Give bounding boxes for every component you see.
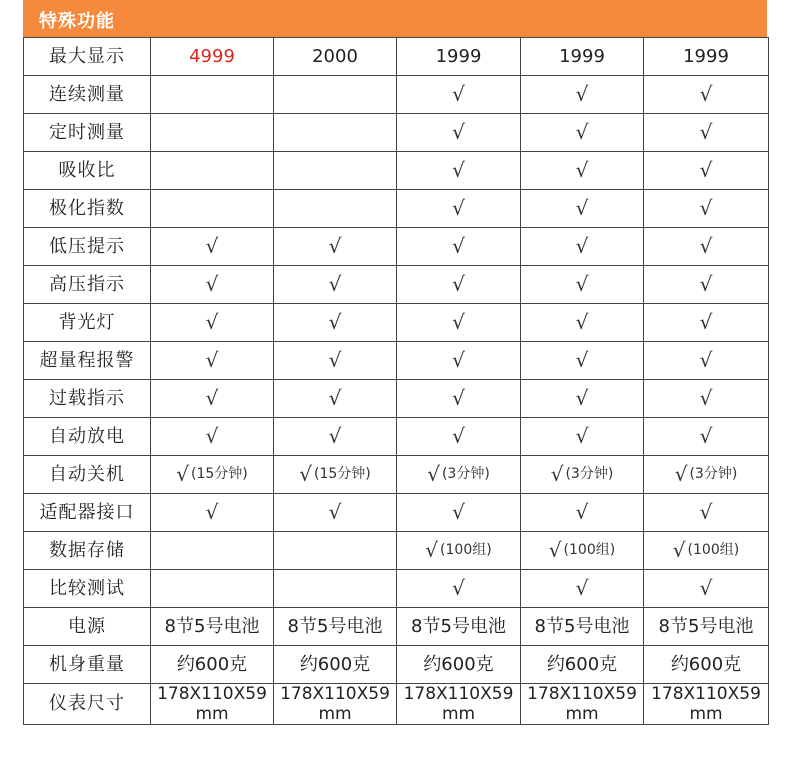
row-label: 适配器接口: [24, 494, 151, 532]
cell-value: 2000: [312, 45, 358, 67]
check-mark-icon: √: [328, 347, 342, 372]
table-cell: [521, 494, 644, 532]
check-mark-icon: √: [205, 271, 219, 296]
cell-note: (100组): [440, 541, 492, 558]
check-mark-icon: √: [452, 119, 465, 144]
row-label: 仪表尺寸: [24, 684, 151, 725]
cell-note: (3分钟): [441, 465, 490, 482]
table-cell: [397, 608, 521, 646]
check-mark-icon: √: [699, 385, 713, 410]
cell-value: 约600克: [176, 653, 248, 675]
table-cell: [521, 608, 644, 646]
table-cell: [644, 38, 769, 76]
table-cell: [151, 342, 274, 380]
table-cell: [397, 456, 521, 494]
check-mark-icon: √: [575, 575, 589, 600]
table-cell: [397, 494, 521, 532]
table-cell: [151, 38, 274, 76]
table-row: [24, 114, 769, 152]
table-cell: [644, 152, 769, 190]
table-cell: [644, 418, 769, 456]
table-cell: [521, 418, 644, 456]
check-mark-icon: √: [205, 423, 219, 448]
cell-value: 1999: [559, 45, 605, 67]
table-cell: [151, 418, 274, 456]
table-cell: [397, 190, 521, 228]
table-cell: [397, 114, 521, 152]
check-mark-icon: √: [427, 461, 440, 486]
cell-value: 4999: [189, 45, 235, 67]
row-label: 超量程报警: [24, 342, 151, 380]
cell-note: (100组): [687, 541, 740, 558]
table-cell: [521, 342, 644, 380]
table-cell: [644, 494, 769, 532]
row-label: 最大显示: [24, 38, 151, 76]
table-cell: [521, 570, 644, 608]
table-row: [24, 608, 769, 646]
check-mark-icon: √: [328, 271, 342, 296]
table-row: [24, 684, 769, 725]
cell-value: 8节5号电池: [164, 615, 260, 637]
table-cell: [274, 684, 397, 725]
check-mark-icon: √: [452, 309, 465, 334]
cell-value: 约600克: [546, 653, 618, 675]
check-mark-icon: √: [575, 271, 589, 296]
check-mark-icon: √: [674, 461, 688, 486]
table-cell: [644, 304, 769, 342]
table-cell: [274, 494, 397, 532]
table-cell: [274, 608, 397, 646]
check-mark-icon: √: [575, 81, 589, 106]
table-row: [24, 456, 769, 494]
check-mark-icon: √: [699, 81, 713, 106]
cell-value: 178X110X59 mm: [527, 684, 637, 724]
table-cell: [521, 646, 644, 684]
check-mark-icon: √: [548, 537, 562, 562]
check-mark-icon: √: [176, 461, 189, 486]
table-cell: [521, 266, 644, 304]
check-mark-icon: √: [699, 309, 713, 334]
check-mark-icon: √: [205, 499, 219, 524]
check-mark-icon: √: [699, 347, 713, 372]
table-cell: [397, 418, 521, 456]
cell-value: 178X110X59 mm: [651, 684, 761, 724]
check-mark-icon: √: [205, 309, 219, 334]
table-row: [24, 418, 769, 456]
section-title: 特殊功能: [39, 11, 115, 32]
cell-value: 约600克: [670, 653, 742, 675]
table-cell: [151, 190, 274, 228]
table-row: [24, 570, 769, 608]
table-row: [24, 152, 769, 190]
table-cell: [397, 76, 521, 114]
table-cell: [644, 342, 769, 380]
table-cell: [644, 228, 769, 266]
cell-value: 178X110X59 mm: [157, 684, 267, 724]
cell-note: (15分钟): [191, 465, 248, 482]
row-label: 吸收比: [24, 152, 151, 190]
table-cell: [521, 456, 644, 494]
table-cell: [644, 190, 769, 228]
table-cell: [274, 646, 397, 684]
table-cell: [644, 532, 769, 570]
table-row: [24, 494, 769, 532]
table-row: [24, 304, 769, 342]
cell-value: 8节5号电池: [658, 615, 754, 637]
table-row: [24, 228, 769, 266]
table-cell: [274, 266, 397, 304]
table-cell: [274, 152, 397, 190]
row-label: 电源: [24, 608, 151, 646]
table-row: [24, 190, 769, 228]
check-mark-icon: √: [699, 119, 713, 144]
row-label: 高压指示: [24, 266, 151, 304]
check-mark-icon: √: [425, 537, 439, 562]
table-row: [24, 532, 769, 570]
table-row: [24, 380, 769, 418]
table-cell: [521, 228, 644, 266]
check-mark-icon: √: [452, 423, 465, 448]
table-cell: [151, 114, 274, 152]
check-mark-icon: √: [452, 347, 465, 372]
table-cell: [521, 76, 644, 114]
cell-value: 178X110X59 mm: [403, 684, 514, 724]
table-cell: [274, 190, 397, 228]
check-mark-icon: √: [328, 385, 342, 410]
cell-note: (100组): [563, 541, 616, 558]
table-cell: [151, 380, 274, 418]
table-row: [24, 646, 769, 684]
table-cell: [151, 304, 274, 342]
section-header: [23, 0, 767, 37]
cell-value: 1999: [683, 45, 729, 67]
table-cell: [274, 380, 397, 418]
row-label: 背光灯: [24, 304, 151, 342]
table-cell: [644, 570, 769, 608]
table-cell: [274, 76, 397, 114]
table-cell: [644, 608, 769, 646]
check-mark-icon: √: [699, 499, 713, 524]
check-mark-icon: √: [575, 119, 589, 144]
table-cell: [644, 76, 769, 114]
check-mark-icon: √: [328, 309, 342, 334]
row-label: 定时测量: [24, 114, 151, 152]
row-label: 自动放电: [24, 418, 151, 456]
table-cell: [151, 608, 274, 646]
cell-value: 约600克: [423, 653, 494, 675]
check-mark-icon: √: [699, 575, 713, 600]
cell-value: 178X110X59 mm: [280, 684, 390, 724]
table-cell: [397, 684, 521, 725]
table-cell: [274, 418, 397, 456]
check-mark-icon: √: [452, 195, 465, 220]
table-cell: [151, 152, 274, 190]
check-mark-icon: √: [205, 347, 219, 372]
table-cell: [397, 304, 521, 342]
check-mark-icon: √: [452, 157, 465, 182]
check-mark-icon: √: [699, 423, 713, 448]
row-label: 过载指示: [24, 380, 151, 418]
check-mark-icon: √: [452, 499, 465, 524]
check-mark-icon: √: [205, 233, 219, 258]
table-cell: [397, 570, 521, 608]
row-label: 比较测试: [24, 570, 151, 608]
table-cell: [151, 76, 274, 114]
check-mark-icon: √: [328, 423, 342, 448]
table-cell: [151, 456, 274, 494]
cell-value: 约600克: [299, 653, 371, 675]
check-mark-icon: √: [452, 81, 465, 106]
check-mark-icon: √: [699, 233, 713, 258]
row-label: 机身重量: [24, 646, 151, 684]
check-mark-icon: √: [575, 157, 589, 182]
table-cell: [151, 684, 274, 725]
table-cell: [274, 38, 397, 76]
table-cell: [274, 342, 397, 380]
table-cell: [151, 266, 274, 304]
check-mark-icon: √: [575, 233, 589, 258]
table-cell: [274, 304, 397, 342]
check-mark-icon: √: [328, 233, 342, 258]
check-mark-icon: √: [205, 385, 219, 410]
table-cell: [397, 228, 521, 266]
table-cell: [521, 152, 644, 190]
row-label: 低压提示: [24, 228, 151, 266]
table-cell: [521, 190, 644, 228]
check-mark-icon: √: [452, 385, 465, 410]
cell-value: 8节5号电池: [534, 615, 630, 637]
table-cell: [151, 646, 274, 684]
check-mark-icon: √: [452, 575, 465, 600]
check-mark-icon: √: [575, 499, 589, 524]
row-label: 极化指数: [24, 190, 151, 228]
cell-value: 8节5号电池: [287, 615, 383, 637]
check-mark-icon: √: [699, 195, 713, 220]
table-row: [24, 266, 769, 304]
table-cell: [274, 228, 397, 266]
table-cell: [397, 380, 521, 418]
row-label: 数据存储: [24, 532, 151, 570]
cell-value: 1999: [435, 45, 482, 67]
table-cell: [151, 494, 274, 532]
table-cell: [397, 532, 521, 570]
table-cell: [151, 570, 274, 608]
table-cell: [397, 646, 521, 684]
check-mark-icon: √: [575, 423, 589, 448]
cell-note: (3分钟): [689, 465, 738, 482]
table-cell: [397, 342, 521, 380]
cell-value: 8节5号电池: [411, 615, 506, 637]
table-row: [24, 76, 769, 114]
table-cell: [274, 570, 397, 608]
check-mark-icon: √: [299, 461, 312, 486]
table-cell: [397, 38, 521, 76]
table-row: [24, 38, 769, 76]
row-label: 连续测量: [24, 76, 151, 114]
check-mark-icon: √: [550, 461, 564, 486]
check-mark-icon: √: [452, 271, 465, 296]
check-mark-icon: √: [575, 385, 589, 410]
table-cell: [644, 684, 769, 725]
check-mark-icon: √: [328, 499, 342, 524]
table-cell: [644, 456, 769, 494]
table-cell: [151, 532, 274, 570]
check-mark-icon: √: [672, 537, 686, 562]
check-mark-icon: √: [699, 157, 713, 182]
table-cell: [644, 646, 769, 684]
cell-note: (3分钟): [565, 465, 614, 482]
check-mark-icon: √: [575, 195, 589, 220]
table-cell: [521, 684, 644, 725]
check-mark-icon: √: [452, 233, 465, 258]
table-cell: [644, 266, 769, 304]
table-cell: [274, 456, 397, 494]
table-cell: [644, 114, 769, 152]
table-cell: [521, 114, 644, 152]
table-cell: [521, 304, 644, 342]
table-cell: [644, 380, 769, 418]
cell-note: (15分钟): [314, 465, 371, 482]
table-cell: [397, 152, 521, 190]
table-cell: [521, 38, 644, 76]
table-cell: [151, 228, 274, 266]
table-cell: [521, 532, 644, 570]
check-mark-icon: √: [699, 271, 713, 296]
check-mark-icon: √: [575, 347, 589, 372]
table-row: [24, 342, 769, 380]
row-label: 自动关机: [24, 456, 151, 494]
check-mark-icon: √: [575, 309, 589, 334]
spec-comparison-table: [23, 37, 769, 725]
table-cell: [521, 380, 644, 418]
table-cell: [397, 266, 521, 304]
table-cell: [274, 114, 397, 152]
table-cell: [274, 532, 397, 570]
